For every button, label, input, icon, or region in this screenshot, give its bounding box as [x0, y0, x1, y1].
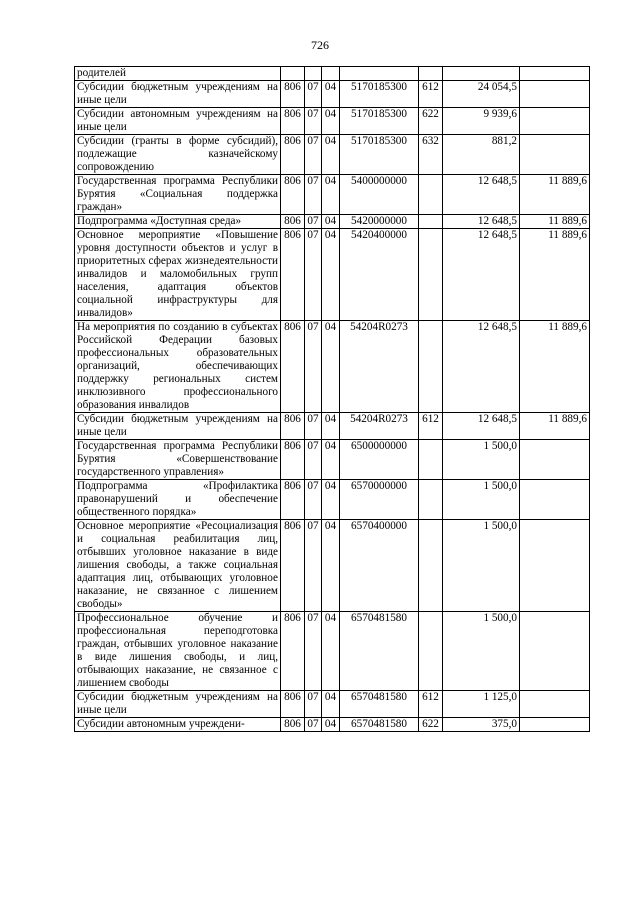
target-article-cell: 54204R0273	[340, 413, 419, 440]
subsection-code-cell: 04	[322, 691, 340, 718]
subsection-code-cell: 04	[322, 229, 340, 321]
table-row	[75, 480, 590, 520]
target-article-cell: 5170185300	[340, 135, 419, 175]
ministry-code-cell: 806	[281, 215, 305, 229]
amount-second-cell	[520, 480, 590, 520]
expense-type-cell	[419, 229, 443, 321]
target-article-cell: 6570481580	[340, 691, 419, 718]
table-row	[75, 612, 590, 691]
target-article-cell: 6570481580	[340, 612, 419, 691]
table-row	[75, 81, 590, 108]
target-article-cell: 6570481580	[340, 718, 419, 732]
table-row	[75, 108, 590, 135]
expense-name-cell: Государственная программа Республики Бурятия «Совершенствование государственного управления»	[75, 440, 281, 480]
amount-cell: 12 648,5	[443, 321, 520, 413]
table-row	[75, 67, 590, 81]
expense-name-cell: Основное мероприятие «Ресоциализация и социальная реабилитация лиц, отбывших уголовное наказание в виде лишения свободы, а также социальная адаптация лиц, отбывающих уголовное наказание, не связанное с лишением свободы»	[75, 520, 281, 612]
expense-name-cell: Субсидии (гранты в форме субсидий), подлежащие казначейскому сопровождению	[75, 135, 281, 175]
section-code-cell: 07	[305, 215, 322, 229]
ministry-code-cell: 806	[281, 81, 305, 108]
subsection-code-cell: 04	[322, 480, 340, 520]
ministry-code-cell: 806	[281, 718, 305, 732]
amount-cell: 24 054,5	[443, 81, 520, 108]
subsection-code-cell: 04	[322, 215, 340, 229]
section-code-cell: 07	[305, 718, 322, 732]
amount-second-cell	[520, 135, 590, 175]
expense-type-cell: 632	[419, 135, 443, 175]
table-row	[75, 215, 590, 229]
ministry-code-cell: 806	[281, 480, 305, 520]
section-code-cell: 07	[305, 229, 322, 321]
amount-cell	[443, 67, 520, 81]
section-code-cell: 07	[305, 413, 322, 440]
expense-type-cell: 622	[419, 108, 443, 135]
ministry-code-cell: 806	[281, 135, 305, 175]
amount-second-cell	[520, 81, 590, 108]
subsection-code-cell: 04	[322, 413, 340, 440]
expense-name-cell: Субсидии автономным учреждениям на иные цели	[75, 108, 281, 135]
section-code-cell: 07	[305, 135, 322, 175]
amount-cell: 881,2	[443, 135, 520, 175]
subsection-code-cell: 04	[322, 108, 340, 135]
amount-cell: 375,0	[443, 718, 520, 732]
amount-cell: 9 939,6	[443, 108, 520, 135]
target-article-cell: 5420000000	[340, 215, 419, 229]
section-code-cell: 07	[305, 520, 322, 612]
amount-cell: 1 500,0	[443, 612, 520, 691]
target-article-cell: 5400000000	[340, 175, 419, 215]
ministry-code-cell	[281, 67, 305, 81]
subsection-code-cell	[322, 67, 340, 81]
page-number: 726	[311, 38, 329, 52]
section-code-cell: 07	[305, 81, 322, 108]
subsection-code-cell: 04	[322, 81, 340, 108]
target-article-cell: 6570000000	[340, 480, 419, 520]
table-row	[75, 229, 590, 321]
expense-type-cell: 612	[419, 413, 443, 440]
expense-name-cell: Подпрограмма «Доступная среда»	[75, 215, 281, 229]
expense-name-cell: Подпрограмма «Профилактика правонарушений и обеспечение общественного порядка»	[75, 480, 281, 520]
amount-second-cell: 11 889,6	[520, 413, 590, 440]
expense-type-cell	[419, 520, 443, 612]
table-row	[75, 440, 590, 480]
expense-type-cell	[419, 440, 443, 480]
subsection-code-cell: 04	[322, 718, 340, 732]
amount-cell: 12 648,5	[443, 413, 520, 440]
amount-cell: 1 500,0	[443, 440, 520, 480]
amount-second-cell	[520, 612, 590, 691]
expense-name-cell: Профессиональное обучение и профессиональная переподготовка граждан, отбывших уголовное наказание в виде лишения свободы, и лиц, отбывающих наказание, не связанное с лишением свободы	[75, 612, 281, 691]
target-article-cell: 5420400000	[340, 229, 419, 321]
amount-second-cell	[520, 440, 590, 480]
expense-type-cell: 612	[419, 691, 443, 718]
ministry-code-cell: 806	[281, 413, 305, 440]
target-article-cell: 6570400000	[340, 520, 419, 612]
amount-cell: 1 500,0	[443, 520, 520, 612]
table-body	[75, 67, 590, 732]
amount-cell: 1 125,0	[443, 691, 520, 718]
expense-type-cell: 612	[419, 81, 443, 108]
subsection-code-cell: 04	[322, 440, 340, 480]
table-row	[75, 718, 590, 732]
target-article-cell: 5170185300	[340, 108, 419, 135]
section-code-cell	[305, 67, 322, 81]
amount-second-cell: 11 889,6	[520, 229, 590, 321]
ministry-code-cell: 806	[281, 229, 305, 321]
expense-name-cell: Субсидии бюджетным учреждениям на иные цели	[75, 81, 281, 108]
expense-type-cell: 622	[419, 718, 443, 732]
section-code-cell: 07	[305, 480, 322, 520]
table-row	[75, 175, 590, 215]
budget-table	[74, 66, 590, 732]
amount-cell: 12 648,5	[443, 229, 520, 321]
ministry-code-cell: 806	[281, 691, 305, 718]
amount-second-cell	[520, 108, 590, 135]
amount-cell: 1 500,0	[443, 480, 520, 520]
ministry-code-cell: 806	[281, 520, 305, 612]
table-row	[75, 691, 590, 718]
section-code-cell: 07	[305, 175, 322, 215]
amount-second-cell	[520, 691, 590, 718]
section-code-cell: 07	[305, 108, 322, 135]
expense-type-cell	[419, 67, 443, 81]
amount-cell: 12 648,5	[443, 215, 520, 229]
expense-type-cell	[419, 215, 443, 229]
section-code-cell: 07	[305, 321, 322, 413]
section-code-cell: 07	[305, 612, 322, 691]
expense-name-cell: Субсидии бюджетным учреждениям на иные цели	[75, 691, 281, 718]
expense-type-cell	[419, 321, 443, 413]
target-article-cell	[340, 67, 419, 81]
ministry-code-cell: 806	[281, 440, 305, 480]
expense-type-cell	[419, 480, 443, 520]
amount-cell: 12 648,5	[443, 175, 520, 215]
target-article-cell: 6500000000	[340, 440, 419, 480]
table-row	[75, 413, 590, 440]
section-code-cell: 07	[305, 440, 322, 480]
ministry-code-cell: 806	[281, 612, 305, 691]
subsection-code-cell: 04	[322, 135, 340, 175]
expense-name-cell: родителей	[75, 67, 281, 81]
expense-name-cell: Субсидии автономным учреждени-	[75, 718, 281, 732]
section-code-cell: 07	[305, 691, 322, 718]
subsection-code-cell: 04	[322, 321, 340, 413]
table-row	[75, 321, 590, 413]
subsection-code-cell: 04	[322, 612, 340, 691]
target-article-cell: 5170185300	[340, 81, 419, 108]
expense-type-cell	[419, 612, 443, 691]
ministry-code-cell: 806	[281, 108, 305, 135]
amount-second-cell: 11 889,6	[520, 321, 590, 413]
expense-name-cell: Субсидии бюджетным учреждениям на иные цели	[75, 413, 281, 440]
subsection-code-cell: 04	[322, 175, 340, 215]
expense-type-cell	[419, 175, 443, 215]
table-row	[75, 520, 590, 612]
expense-name-cell: На мероприятия по созданию в субъектах Российской Федерации базовых профессиональных образовательных организаций, обеспечивающих поддержку региональных систем инклюзивного профессионального образования инвалидов	[75, 321, 281, 413]
amount-second-cell: 11 889,6	[520, 175, 590, 215]
amount-second-cell	[520, 67, 590, 81]
table-row	[75, 135, 590, 175]
target-article-cell: 54204R0273	[340, 321, 419, 413]
expense-name-cell: Основное мероприятие «Повышение уровня доступности объектов и услуг в приоритетных сферах жизнедеятельности инвалидов и маломобильных групп населения, адаптация объектов социальной инфраструктуры для инвалидов»	[75, 229, 281, 321]
expense-name-cell: Государственная программа Республики Бурятия «Социальная поддержка граждан»	[75, 175, 281, 215]
amount-second-cell: 11 889,6	[520, 215, 590, 229]
amount-second-cell	[520, 520, 590, 612]
ministry-code-cell: 806	[281, 175, 305, 215]
amount-second-cell	[520, 718, 590, 732]
ministry-code-cell: 806	[281, 321, 305, 413]
subsection-code-cell: 04	[322, 520, 340, 612]
